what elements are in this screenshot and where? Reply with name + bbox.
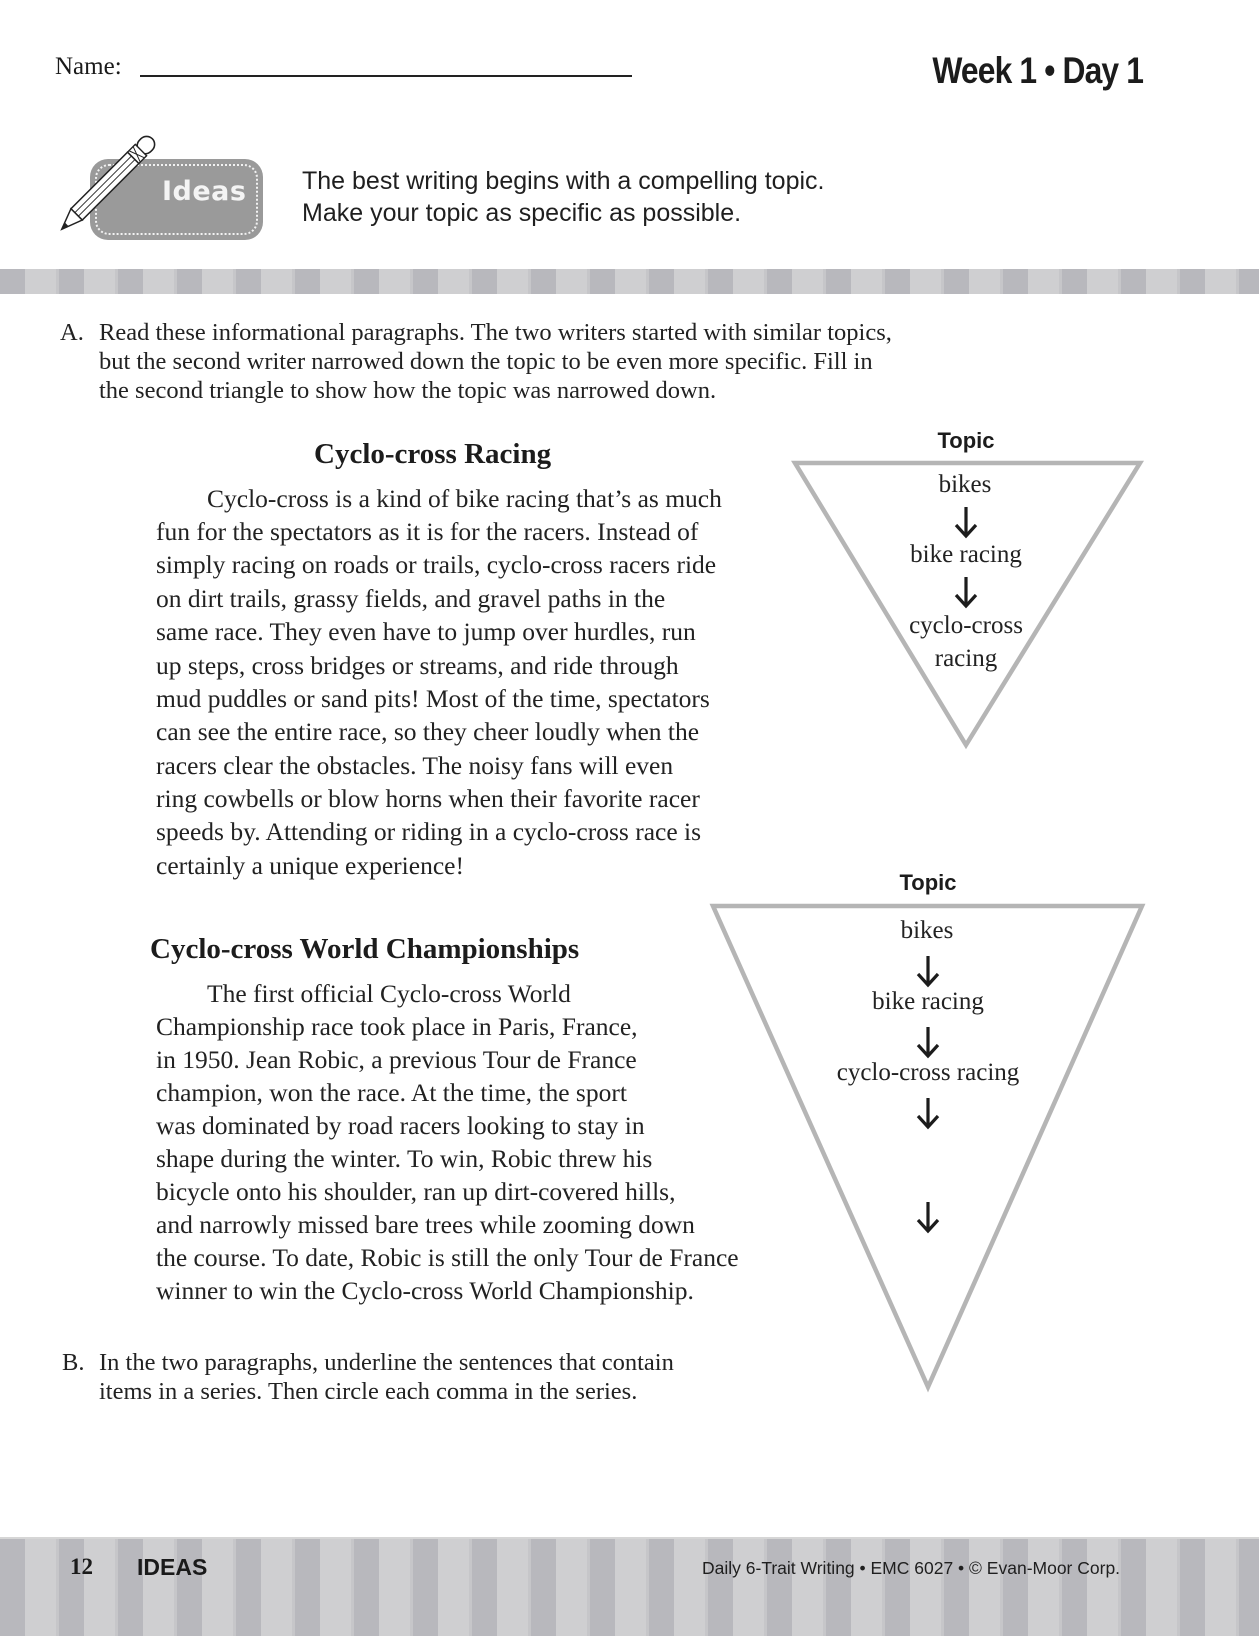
article-2-line: winner to win the Cyclo-cross World Championship. bbox=[156, 1276, 694, 1305]
section-a-line-2: but the second writer narrowed down the topic to be even more specific. Fill in bbox=[99, 348, 873, 375]
article-2-line: shape during the winter. To win, Robic threw his bbox=[156, 1144, 653, 1173]
article-2-line: champion, won the race. At the time, the sport bbox=[156, 1078, 627, 1107]
section-b-line-2: items in a series. Then circle each comma in the series. bbox=[99, 1378, 638, 1405]
section-a-line-3: the second triangle to show how the topic was narrowed down. bbox=[99, 377, 717, 404]
triangle-1-item: cyclo-cross bbox=[909, 612, 1023, 639]
article-1-line: can see the entire race, so they cheer loudly when the bbox=[156, 717, 700, 746]
article-1-line: speeds by. Attending or riding in a cyclo-cross race is bbox=[156, 817, 702, 846]
triangle-2-blank-answer[interactable] bbox=[838, 1130, 1018, 1158]
triangle-1-item: bike racing bbox=[910, 541, 1022, 568]
article-1-line: certainly a unique experience! bbox=[156, 851, 464, 880]
intro-line-1: The best writing begins with a compelling topic. bbox=[302, 167, 825, 195]
footer-section-label: IDEAS bbox=[137, 1554, 208, 1580]
decorative-stripe-band bbox=[0, 269, 1259, 294]
down-arrow-icon bbox=[915, 1200, 941, 1234]
footer-credit: Daily 6-Trait Writing • EMC 6027 • © Evan-Moor Corp. bbox=[702, 1558, 1121, 1578]
trait-badge-label: Ideas bbox=[162, 176, 247, 207]
article-2-line: The first official Cyclo-cross World bbox=[207, 979, 571, 1008]
down-arrow-icon bbox=[915, 1096, 941, 1130]
article-2-line: was dominated by road racers looking to stay in bbox=[156, 1111, 645, 1140]
down-arrow-icon bbox=[953, 505, 979, 539]
triangle-2-blank-answer[interactable] bbox=[883, 1245, 973, 1273]
intro-line-2: Make your topic as specific as possible. bbox=[302, 199, 742, 227]
footer-band bbox=[0, 1537, 1259, 1636]
section-a-letter: A. bbox=[60, 319, 84, 346]
name-label: Name: bbox=[55, 53, 122, 80]
page-number: 12 bbox=[70, 1554, 93, 1579]
article-1-line: mud puddles or sand pits! Most of the time, spectators bbox=[156, 684, 710, 713]
triangle-1-topic-label: Topic bbox=[937, 428, 995, 453]
down-arrow-icon bbox=[953, 575, 979, 609]
article-1-line: Cyclo-cross is a kind of bike racing that’s as much bbox=[207, 484, 722, 513]
triangle-2-item: bikes bbox=[900, 917, 954, 944]
section-b-line-1: In the two paragraphs, underline the sentences that contain bbox=[99, 1349, 674, 1376]
triangle-2-item: bike racing bbox=[872, 988, 984, 1015]
article-1-line: fun for the spectators as it is for the racers. Instead of bbox=[156, 517, 699, 546]
article-2-line: bicycle onto his shoulder, ran up dirt-covered hills, bbox=[156, 1177, 676, 1206]
name-input-line[interactable] bbox=[140, 75, 632, 77]
article-1-line: ring cowbells or blow horns when their favorite racer bbox=[156, 784, 700, 813]
down-arrow-icon bbox=[915, 1025, 941, 1059]
article-1-line: simply racing on roads or trails, cyclo-cross racers ride bbox=[156, 550, 717, 579]
down-arrow-icon bbox=[915, 954, 941, 988]
article-1-line: racers clear the obstacles. The noisy fans will even bbox=[156, 751, 674, 780]
section-b-letter: B. bbox=[62, 1349, 85, 1376]
article-1-title: Cyclo-cross Racing bbox=[314, 438, 552, 470]
section-a-line-1: Read these informational paragraphs. The two writers started with similar topics, bbox=[99, 319, 892, 346]
article-2-title: Cyclo-cross World Championships bbox=[150, 933, 580, 965]
article-2-line: the course. To date, Robic is still the only Tour de France bbox=[156, 1243, 739, 1272]
triangle-1-item: racing bbox=[934, 645, 998, 672]
article-2-line: and narrowly missed bare trees while zooming down bbox=[156, 1210, 695, 1239]
article-2-line: Championship race took place in Paris, France, bbox=[156, 1012, 638, 1041]
triangle-2-topic-label: Topic bbox=[899, 870, 957, 895]
week-day-title: Week 1 • Day 1 bbox=[932, 50, 1143, 91]
triangle-1-item: bikes bbox=[938, 471, 992, 498]
triangle-2-item: cyclo-cross racing bbox=[836, 1059, 1020, 1086]
article-1-line: up steps, cross bridges or streams, and ride through bbox=[156, 651, 679, 680]
article-1-line: on dirt trails, grassy fields, and gravel paths in the bbox=[156, 584, 666, 613]
article-1-line: same race. They even have to jump over hurdles, run bbox=[156, 617, 696, 646]
article-2-line: in 1950. Jean Robic, a previous Tour de France bbox=[156, 1045, 637, 1074]
pencil-icon bbox=[52, 128, 162, 240]
